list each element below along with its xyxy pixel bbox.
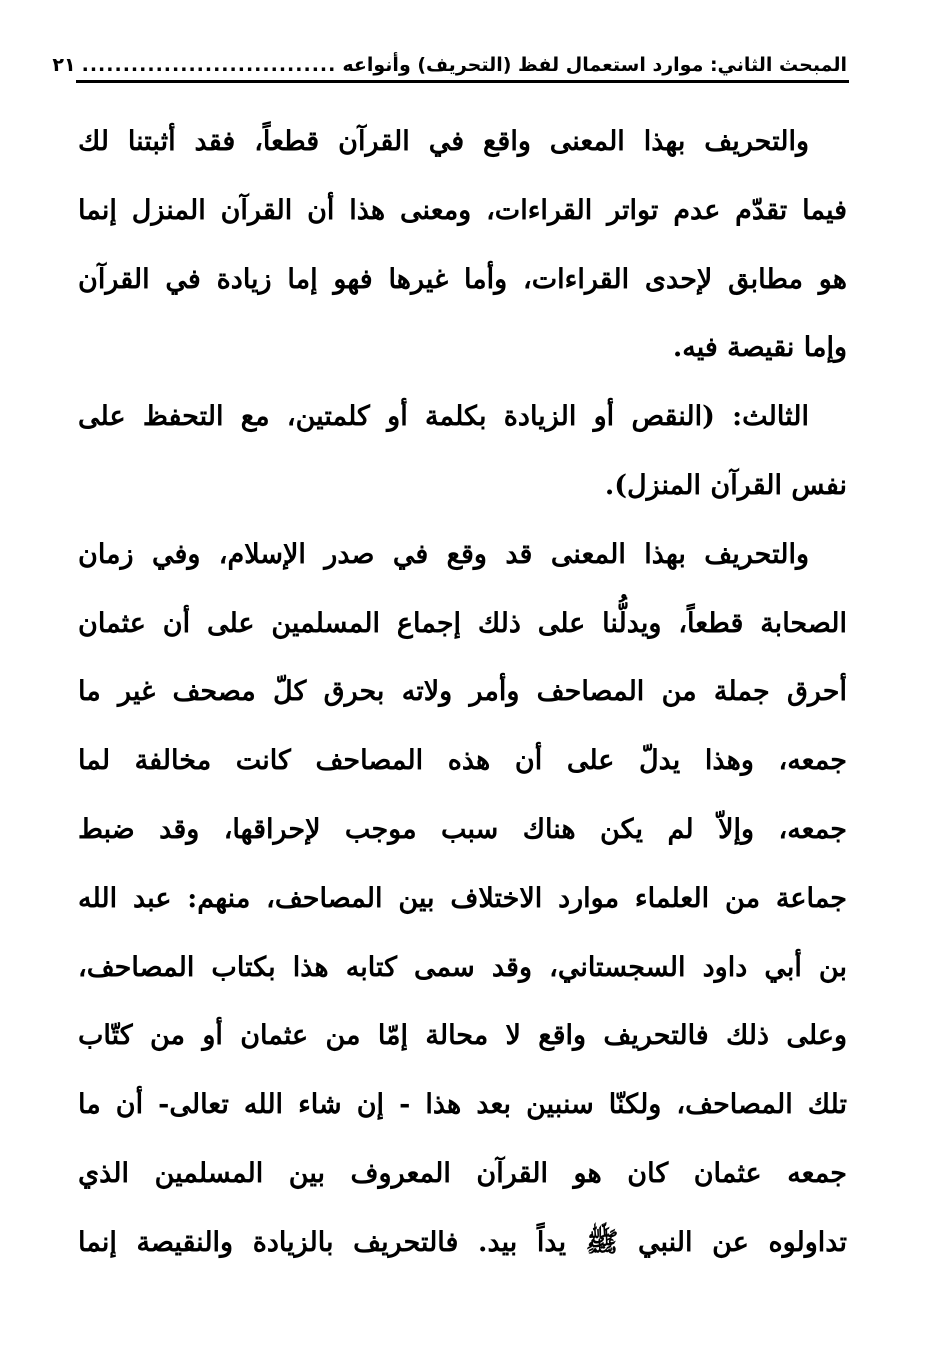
- paragraph-2: [78, 383, 847, 521]
- text-line: تلك المصاحف، ولكنّا سنبين بعد هذا - إن شاء الله تعالى- أن ما: [78, 1089, 847, 1121]
- text-line: الثالث: (النقص أو الزيادة بكلمة أو كلمتين، مع التحفظ على: [78, 401, 809, 433]
- paragraph-1: [78, 108, 847, 383]
- page-number: ٢١: [52, 54, 76, 76]
- text-line: بن أبي داود السجستاني، وقد سمى كتابه هذا بكتاب المصاحف،: [78, 951, 847, 983]
- text-line: والتحريف بهذا المعنى قد وقع في صدر الإسلام، وفي زمان: [78, 538, 809, 570]
- text-line: نفس القرآن المنزل).: [604, 469, 847, 501]
- text-line: جمعه، وهذا يدلّ على أن هذه المصاحف كانت مخالفة لما: [78, 745, 847, 777]
- text-line: جمعه، وإلاّ لم يكن هناك سبب موجب لإحراقها، وقد ضبط: [78, 813, 847, 845]
- paragraph-3: [78, 521, 847, 1278]
- header-leader-dots: ...............................: [81, 54, 337, 76]
- text-line: أحرق جملة من المصاحف وأمر ولاته بحرق كلّ مصحف غير ما: [78, 676, 847, 708]
- header-rule: [76, 80, 849, 83]
- header-title: المبحث الثاني: موارد استعمال لفظ (التحريف) وأنواعه: [342, 54, 847, 76]
- text-line: فيما تقدّم عدم تواتر القراءات، ومعنى هذا أن القرآن المنزل إنما: [78, 194, 847, 226]
- running-header: [52, 36, 847, 76]
- text-line: الصحابة قطعاً، ويدلُّنا على ذلك إجماع المسلمين على أن عثمان: [78, 607, 847, 639]
- text-line: والتحريف بهذا المعنى واقع في القرآن قطعاً، فقد أثبتنا لك: [78, 126, 809, 157]
- text-line: هو مطابق لإحدى القراءات، وأما غيرها فهو إما زيادة في القرآن: [78, 263, 847, 295]
- text-line: جمعه عثمان كان هو القرآن المعروف بين المسلمين الذي: [78, 1157, 847, 1189]
- body-text: [78, 108, 847, 1278]
- text-line: وعلى ذلك فالتحريف واقع لا محالة إمّا من عثمان أو من كتّاب: [78, 1020, 847, 1052]
- text-line: جماعة من العلماء موارد الاختلاف بين المصاحف، منهم: عبد الله: [78, 882, 847, 914]
- text-line: وإما نقيصة فيه.: [672, 332, 847, 364]
- text-line: تداولوه عن النبي ﷺ يداً بيد. فالتحريف بالزيادة والنقيصة إنما: [78, 1226, 847, 1258]
